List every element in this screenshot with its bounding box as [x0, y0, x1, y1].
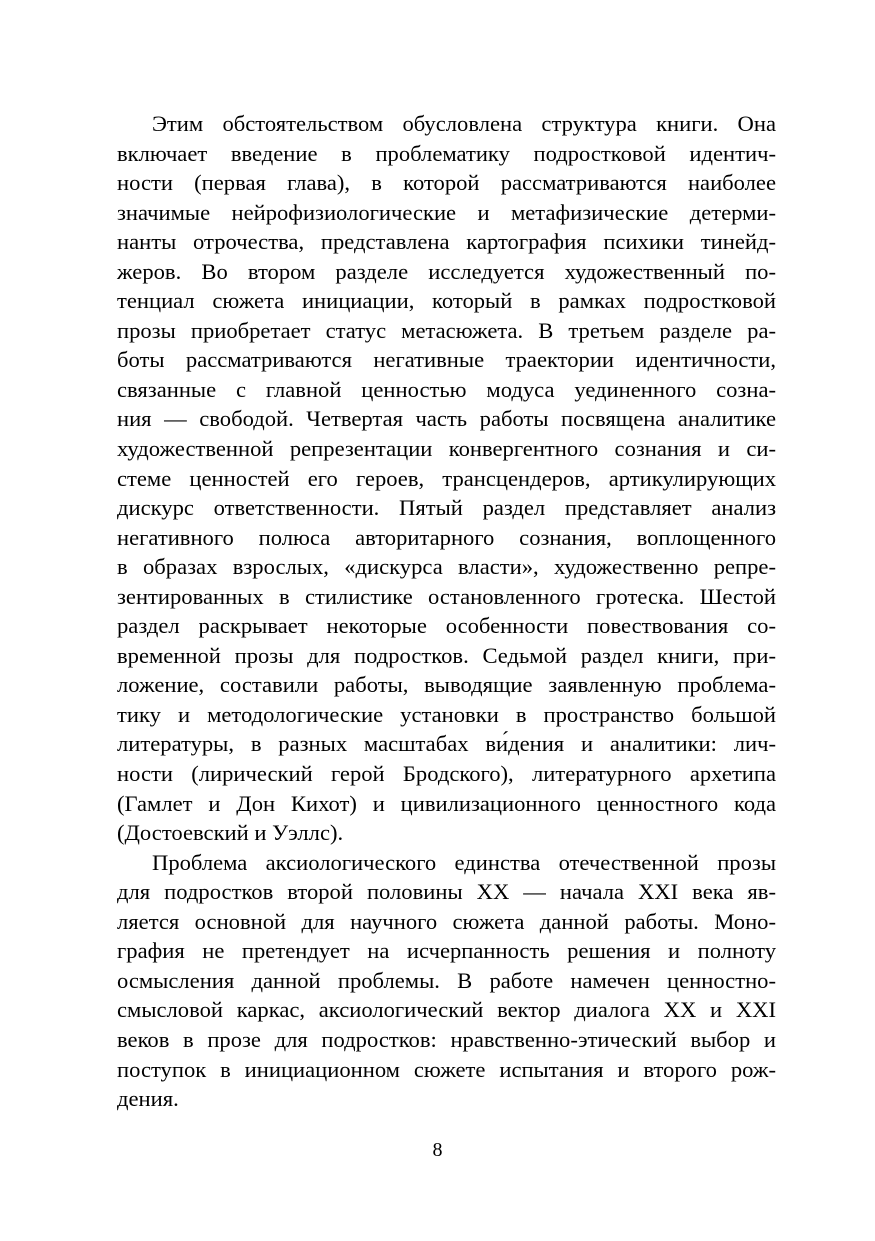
text-line: временной прозы для подростков. Седьмой раздел книги, при-	[117, 642, 776, 668]
text-line: негативного полюса авторитарного сознания, воплощенного	[117, 524, 776, 550]
text-line: (Гамлет и Дон Кихот) и цивилизационного ценностного кода	[117, 790, 776, 816]
text-line: включает введение в проблематику подростковой идентич-	[117, 140, 776, 166]
text-line: ложение, составили работы, выводящие заявленную проблема-	[117, 672, 776, 698]
text-line: графия не претендует на исчерпанность решения и полноту	[117, 938, 776, 964]
text-line: ляется основной для научного сюжета данной работы. Моно-	[117, 908, 776, 934]
text-line: ности (первая глава), в которой рассматриваются наиболее	[117, 170, 776, 196]
text-line: нанты отрочества, представлена картография психики тинейд-	[117, 229, 776, 255]
text-line: веков в прозе для подростков: нравственно-этический выбор и	[117, 1026, 776, 1052]
page-number: 8	[432, 1139, 443, 1161]
text-line: жеров. Во втором разделе исследуется художественный по-	[117, 258, 776, 284]
text-line: ния — свободой. Четвертая часть работы посвящена аналитике	[117, 406, 776, 432]
text-line: боты рассматриваются негативные траектории идентичности,	[117, 347, 776, 373]
text-line: тенциал сюжета инициации, который в рамках подростковой	[117, 288, 776, 314]
text-line: Этим обстоятельством обусловлена структура книги. Она	[152, 111, 776, 136]
text-line: раздел раскрывает некоторые особенности повествования со-	[117, 613, 776, 639]
text-line: стеме ценностей его героев, трансцендеров, артикулирующих	[117, 465, 776, 491]
text-line: смысловой каркас, аксиологический вектор диалога XX и XXI	[117, 997, 776, 1023]
text-line: связанные с главной ценностью модуса уединенного созна-	[117, 376, 776, 402]
text-line: дения.	[117, 1086, 179, 1112]
text-line: ности (лирический герой Бродского), литературного архетипа	[117, 761, 776, 787]
text-line: художественной репрезентации конвергентного сознания и си-	[117, 436, 776, 462]
text-line: литературы, в разных масштабах ви́дения и аналитики: лич-	[117, 731, 776, 757]
paragraph-axiological-unity	[117, 848, 776, 1114]
text-line: зентированных в стилистике остановленного гротеска. Шестой	[117, 583, 776, 609]
text-line: в образах взрослых, «дискурса власти», художественно репре-	[117, 554, 776, 580]
text-line: для подростков второй половины XX — начала XXI века яв-	[117, 879, 776, 905]
paragraph-book-structure	[117, 109, 776, 848]
text-line: поступок в инициационном сюжете испытания и второго рож-	[117, 1056, 776, 1082]
text-line: Проблема аксиологического единства отечественной прозы	[152, 849, 776, 875]
text-line: дискурс ответственности. Пятый раздел представляет анализ	[117, 495, 776, 521]
text-line: (Достоевский и Уэллс).	[117, 820, 344, 846]
text-line: значимые нейрофизиологические и метафизические детерми-	[117, 199, 776, 225]
text-line: осмысления данной проблемы. В работе намечен ценностно-	[117, 967, 776, 993]
text-line: тику и методологические установки в пространство большой	[117, 701, 776, 727]
text-line: прозы приобретает статус метасюжета. В третьем разделе ра-	[117, 317, 776, 343]
body-text	[117, 109, 776, 1114]
